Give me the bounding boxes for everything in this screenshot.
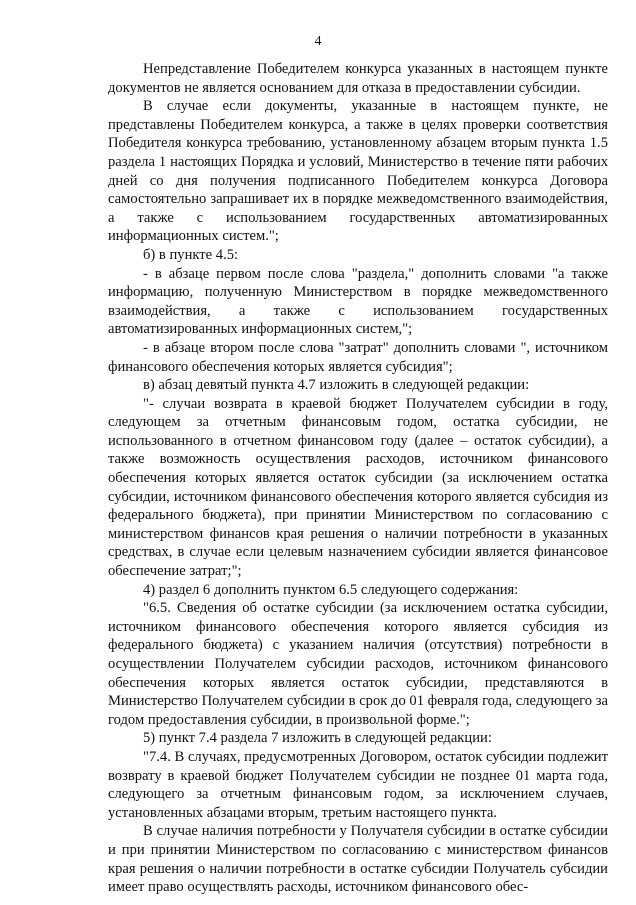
paragraph-return-cases: "- случаи возврата в краевой бюджет Получателем субсидии в году, следующем за отчетным финансовым годом, остатка субсидии, не использованного в отчетном финансовом году (далее – остаток субсидии), а также возможность осуществления расходов, источником финансового обеспечения которых является остаток субсидии (за исключением остатка субсидии, источником финансового обеспечения которого является субсидия из федерального бюджета), при принятии Министерством по согласованию с министерством финансов края решения о наличии потребности в указанных средствах, в случае если целевым назначением субсидии является финансовое обеспечение затрат;"; — [108, 395, 608, 580]
paragraph-item-b: б) в пункте 4.5: — [143, 246, 239, 263]
paragraph-clause-7-4: "7.4. В случаях, предусмотренных Договором, остаток субсидии подлежит возврату в краевой бюджет Получателем субсидии не позднее 01 марта года, следующего за отчетным финансовым годом, за исключением случаев, установленных абзацами вторым, третьим настоящего пункта. — [108, 748, 608, 821]
paragraph-interagency-request: В случае если документы, указанные в настоящем пункте, не представлены Победителем конкурса, а также в целях проверки соответствия Победителя конкурса требованию, установленному абзацем вторым пункта 1.5 раздела 1 настоящих Порядка и условий, Министерство в течение пяти рабочих дней со дня получения подписанного Победителем конкурса Договора самостоятельно запрашивает их в порядке межведомственного взаимодействия, а также с использованием государственных автоматизированных информационных систем."; — [108, 98, 608, 245]
paragraph-nonsubmission: Непредставление Победителем конкурса указанных в настоящем пункте документов не является основанием для отказа в предоставлении субсидии. — [108, 61, 608, 96]
paragraph-clause-6-5: "6.5. Сведения об остатке субсидии (за исключением остатка субсидии, источником финансового обеспечения которого является субсидия из федерального бюджета) с указанием наличия (отсутствия) потребности в осуществлении Получателем субсидии расходов, источником финансового обеспечения которых является остаток субсидии, представляются в Министерство Получателем субсидии в срок до 01 февраля года, следующего за годом предоставления субсидии, в произвольной форме."; — [108, 600, 608, 728]
document-body — [108, 60, 608, 897]
paragraph-second-subparagraph: - в абзаце втором после слова "затрат" дополнить словами ", источником финансового обеспечения которых является субсидия"; — [108, 339, 608, 375]
paragraph-first-subparagraph: - в абзаце первом после слова "раздела," дополнить словами "а также информацию, полученную Министерством в порядке межведомственного взаимодействия, а также с использованием государственных автоматизированных информационных систем,"; — [108, 265, 608, 338]
paragraph-remaining-need: В случае наличия потребности у Получателя субсидии в остатке субсидии и при принятии Министерством по согласованию с министерством финансов края решения о наличии потребности в остатке субсидии Получатель субсидии имеет право осуществлять расходы, источником финансового обес- — [108, 823, 608, 896]
page-number: 4 — [314, 34, 322, 49]
paragraph-item-4: 4) раздел 6 дополнить пунктом 6.5 следующего содержания: — [143, 581, 519, 598]
paragraph-item-v: в) абзац девятый пункта 4.7 изложить в следующей редакции: — [143, 377, 530, 394]
paragraph-item-5: 5) пункт 7.4 раздела 7 изложить в следующей редакции: — [143, 730, 492, 747]
